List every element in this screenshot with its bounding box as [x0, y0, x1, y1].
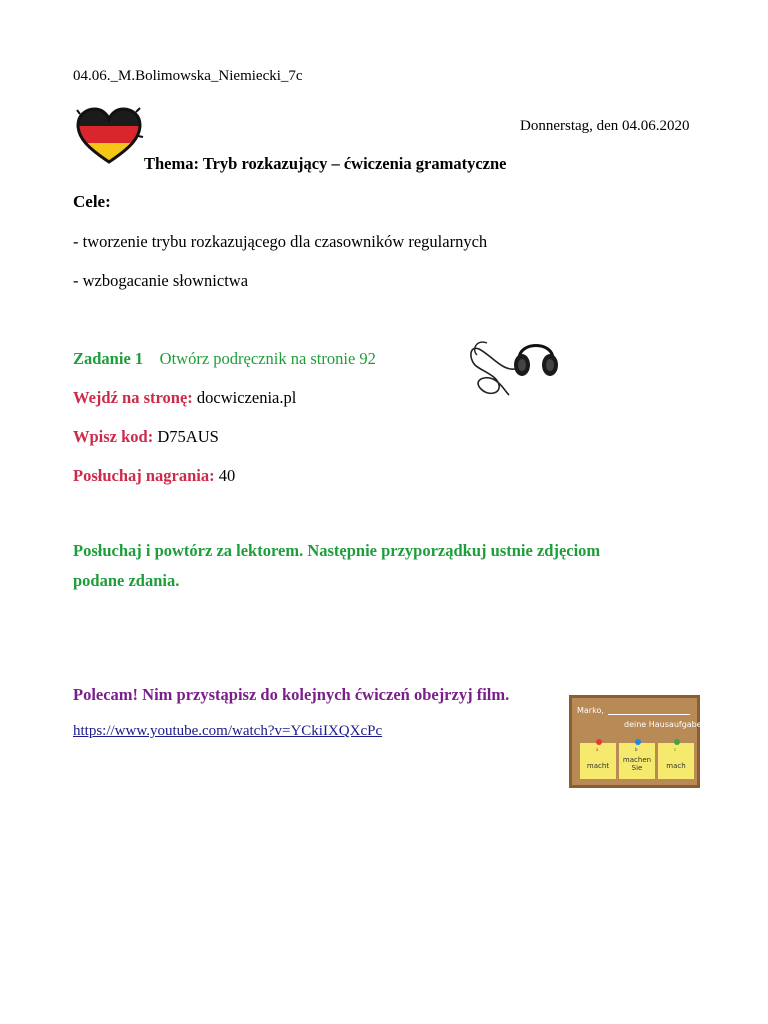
note-text: mach [666, 762, 686, 770]
code-line [73, 427, 219, 447]
youtube-link[interactable]: https://www.youtube.com/watch?v=YCkiIXQXcPc [73, 723, 383, 739]
recommendation-text: Polecam! Nim przystąpisz do kolejnych ćwiczeń obejrzyj film. [73, 685, 510, 704]
sticky-note-a: a macht [580, 743, 616, 779]
recording-label: Posłuchaj nagrania: [73, 466, 215, 485]
website-line [73, 388, 296, 408]
code-value: D75AUS [157, 427, 219, 446]
pin-green-icon [674, 739, 680, 745]
german-flag-heart-icon [74, 106, 144, 166]
note-text: machen Sie [622, 756, 652, 772]
code-label: Wpisz kod: [73, 427, 154, 446]
pin-red-icon [596, 739, 602, 745]
goal-item: - wzbogacanie słownictwa [73, 271, 249, 290]
board-underline [608, 714, 690, 715]
board-title-line1: Marko, [577, 706, 604, 715]
exercise-instruction-line2: podane zdania. [73, 571, 180, 590]
document-filename: 04.06._M.Bolimowska_Niemiecki_7c [73, 68, 303, 84]
homework-board-image [569, 695, 705, 788]
goal-item: - tworzenie trybu rozkazującego dla czasowników regularnych [73, 232, 488, 251]
board-title-line2: deine Hausaufgabe! [624, 720, 705, 729]
topic-text: Tryb rozkazujący – ćwiczenia gramatyczne [202, 154, 507, 173]
task1-heading [73, 349, 376, 369]
recording-line [73, 466, 235, 486]
task1-instruction: Otwórz podręcznik na stronie 92 [159, 349, 376, 368]
goals-heading: Cele: [73, 192, 111, 211]
topic-label: Thema: [144, 154, 199, 173]
exercise-instruction-line1: Posłuchaj i powtórz za lektorem. Następnie przyporządkuj ustnie zdjęciom [73, 541, 601, 560]
website-label: Wejdź na stronę: [73, 388, 193, 407]
sticky-note-b: b machen Sie [619, 743, 655, 779]
topic-line [144, 154, 506, 174]
recording-value: 40 [218, 466, 236, 485]
pin-blue-icon [635, 739, 641, 745]
website-value: docwiczenia.pl [196, 388, 297, 407]
note-text: macht [586, 762, 610, 770]
sticky-note-c: c mach [658, 743, 694, 779]
headphones-icon [467, 335, 559, 399]
document-date: Donnerstag, den 04.06.2020 [520, 118, 690, 134]
task1-label: Zadanie 1 [73, 349, 144, 368]
